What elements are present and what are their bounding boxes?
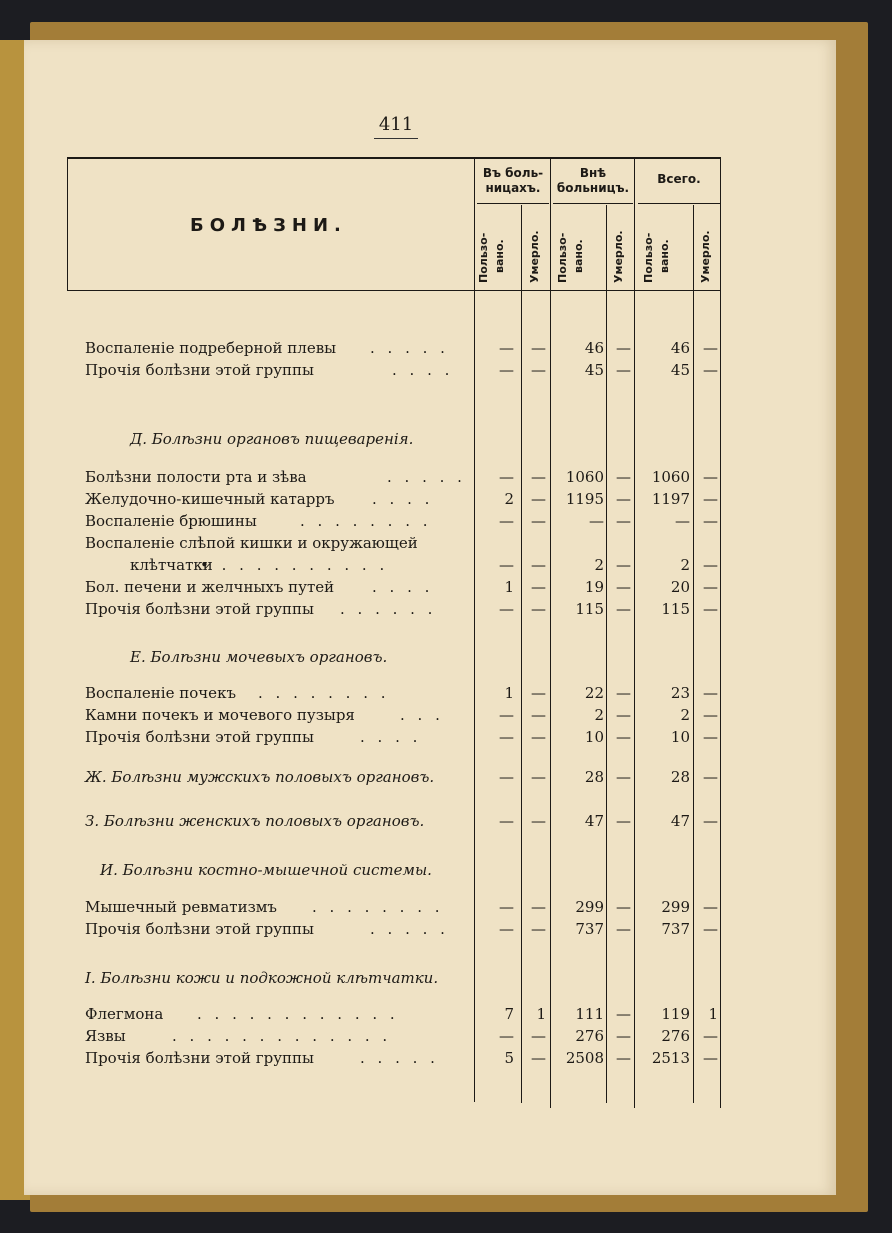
cell-h-died: —: [531, 361, 546, 379]
row-label: Мышечный ревматизмъ: [85, 898, 277, 916]
col-line-5: [634, 158, 635, 1108]
subheader-hosp-died: [529, 230, 541, 283]
table-row: [0, 466, 892, 488]
cell-t-used: 1197: [651, 490, 690, 508]
cell-h-died: 1: [536, 1005, 546, 1023]
leader-dots: . . . . . . . .: [312, 898, 444, 916]
cell-t-used: 1060: [651, 468, 690, 486]
row-label: Флегмона: [85, 1005, 164, 1023]
table-row: [0, 1047, 892, 1069]
cell-o-died: —: [616, 768, 631, 786]
row-label: Прочія болѣзни этой группы: [85, 1049, 314, 1067]
cell-h-died: —: [531, 898, 546, 916]
table-row: [0, 532, 892, 554]
cell-h-used: —: [499, 468, 514, 486]
col-line-1: [474, 158, 475, 1102]
col-line-3: [550, 158, 551, 1108]
cell-o-used: 111: [575, 1005, 604, 1023]
cell-h-died: —: [531, 600, 546, 618]
cell-o-used: 22: [584, 684, 604, 702]
cell-h-used: —: [499, 898, 514, 916]
cell-t-died: —: [703, 920, 718, 938]
subheader-out-died: [613, 230, 625, 283]
cell-o-died: —: [616, 920, 631, 938]
cell-t-died: 1: [708, 1005, 718, 1023]
leader-dots: . . . . . . . .: [300, 512, 432, 530]
group-header-line-1: Внѣ: [579, 166, 607, 180]
cell-h-used: —: [499, 812, 514, 830]
table-row: [0, 704, 892, 726]
cell-t-used: 47: [670, 812, 690, 830]
cell-h-died: —: [531, 812, 546, 830]
cell-t-died: —: [703, 578, 718, 596]
cell-o-used: 276: [575, 1027, 604, 1045]
cell-t-used: —: [675, 512, 690, 530]
leader-dots: . . . . . .: [340, 600, 437, 618]
cell-h-died: —: [531, 339, 546, 357]
subheader-text: Пользо-: [556, 232, 569, 283]
subheader-text: Пользо-: [642, 232, 655, 283]
cell-h-died: —: [531, 728, 546, 746]
leader-dots: . . . . .: [370, 339, 449, 357]
leader-dots: . . . . .: [387, 468, 466, 486]
row-label: Прочія болѣзни этой группы: [85, 600, 314, 618]
page-number-rule: [374, 138, 418, 139]
group-header-line-2: ницахъ.: [485, 181, 541, 195]
subheader-text: Умерло.: [612, 230, 625, 283]
group-underline-hosp: [477, 203, 549, 204]
subheader-text: вано.: [493, 239, 506, 273]
cell-h-used: 1: [504, 578, 514, 596]
row-label: Бол. печени и желчныхъ путей: [85, 578, 335, 596]
cell-t-died: —: [703, 512, 718, 530]
table-row: [0, 682, 892, 704]
cell-h-used: —: [499, 512, 514, 530]
cell-t-used: 28: [670, 768, 690, 786]
section-heading-d: Д. Болѣзни органовъ пищеваренія.: [130, 430, 414, 448]
cell-t-used: 737: [661, 920, 690, 938]
subheader-text: вано.: [572, 239, 585, 273]
table-row: [0, 510, 892, 532]
cell-o-died: —: [616, 512, 631, 530]
subheader-total-used: [643, 233, 655, 283]
group-header-line-2: больницъ.: [556, 181, 630, 195]
subheader-hosp-used-2: [494, 239, 506, 273]
cell-t-used: 2: [680, 706, 690, 724]
table-row: [0, 359, 892, 381]
group-underline-total: [638, 203, 721, 204]
cell-h-died: —: [531, 684, 546, 702]
row-label: Воспаленіе слѣпой кишки и окружающей: [85, 534, 418, 552]
cell-t-died: —: [703, 728, 718, 746]
cell-o-died: —: [616, 898, 631, 916]
section-heading-e: Е. Болѣзни мочевыхъ органовъ.: [130, 648, 388, 666]
leader-dots: • . . . . . . . . . .: [200, 556, 389, 574]
cell-t-died: —: [703, 1027, 718, 1045]
row-label: Воспаленіе почекъ: [85, 684, 236, 702]
cell-o-used: 2: [594, 556, 604, 574]
table-row: [0, 726, 892, 748]
cell-t-used: 20: [670, 578, 690, 596]
cell-h-died: —: [531, 1027, 546, 1045]
cell-o-used: 1060: [565, 468, 604, 486]
cell-o-used: 46: [584, 339, 604, 357]
cell-o-died: —: [616, 361, 631, 379]
cell-o-died: —: [616, 339, 631, 357]
cell-o-died: —: [616, 600, 631, 618]
cell-t-died: —: [703, 339, 718, 357]
cell-h-died: —: [531, 512, 546, 530]
cell-o-used: 2: [594, 706, 604, 724]
subheader-out-used: [557, 233, 569, 283]
cell-t-died: —: [703, 468, 718, 486]
cell-h-used: —: [499, 600, 514, 618]
table-row: [0, 1003, 892, 1025]
cell-t-died: —: [703, 706, 718, 724]
cell-h-used: 7: [504, 1005, 514, 1023]
subheader-hosp-used: [478, 233, 490, 283]
cell-t-used: 2: [680, 556, 690, 574]
cell-o-died: —: [616, 812, 631, 830]
cell-h-used: —: [499, 920, 514, 938]
leader-dots: . . .: [400, 706, 444, 724]
cell-h-used: —: [499, 706, 514, 724]
cell-o-used: —: [589, 512, 604, 530]
cell-h-died: —: [531, 468, 546, 486]
group-header-line-1: Въ боль-: [482, 166, 544, 180]
row-label: Желудочно-кишечный катарръ: [85, 490, 335, 508]
table-row: [0, 918, 892, 940]
section-heading-z: З. Болѣзни женскихъ половыхъ органовъ.: [85, 812, 425, 830]
leader-dots: . . . .: [360, 728, 422, 746]
cell-o-used: 299: [575, 898, 604, 916]
table-row: [0, 1025, 892, 1047]
table-row: [0, 576, 892, 598]
row-label: Прочія болѣзни этой группы: [85, 920, 314, 938]
cell-o-died: —: [616, 490, 631, 508]
cell-t-died: —: [703, 898, 718, 916]
subheader-out-used-2: [573, 239, 585, 273]
cell-t-died: —: [703, 812, 718, 830]
cell-o-died: —: [616, 468, 631, 486]
row-label: Прочія болѣзни этой группы: [85, 728, 314, 746]
cell-t-used: 10: [670, 728, 690, 746]
cell-t-used: 115: [661, 600, 690, 618]
cell-o-died: —: [616, 706, 631, 724]
cell-o-died: —: [616, 684, 631, 702]
col-line-left: [67, 158, 68, 291]
group-header-total: [636, 172, 722, 187]
table-header-rule: [67, 290, 721, 291]
cell-t-died: —: [703, 361, 718, 379]
table-row: [0, 554, 892, 576]
group-header-hospitals: [476, 166, 550, 196]
leader-dots: . . . .: [372, 490, 434, 508]
row-label: Болѣзни полости рта и зѣва: [85, 468, 307, 486]
cell-h-used: —: [499, 1027, 514, 1045]
table-title: БОЛѢЗНИ.: [190, 215, 347, 236]
cell-t-used: 45: [670, 361, 690, 379]
subheader-total-used-2: [659, 239, 671, 273]
cell-o-died: —: [616, 578, 631, 596]
leader-dots: . . . . .: [360, 1049, 439, 1067]
group-header-outside: [552, 166, 634, 196]
table-row: [0, 896, 892, 918]
cell-t-used: 276: [661, 1027, 690, 1045]
cell-o-used: 28: [584, 768, 604, 786]
cell-h-used: —: [499, 556, 514, 574]
subheader-text: Умерло.: [528, 230, 541, 283]
section-heading-i: И. Болѣзни костно-мышечной системы.: [100, 861, 432, 879]
cell-h-died: —: [531, 706, 546, 724]
cell-t-used: 299: [661, 898, 690, 916]
subheader-text: Пользо-: [477, 232, 490, 283]
col-line-right: [720, 158, 721, 1108]
cell-h-used: —: [499, 339, 514, 357]
cell-o-used: 10: [584, 728, 604, 746]
cell-t-died: —: [703, 1049, 718, 1067]
cell-h-died: —: [531, 768, 546, 786]
cell-o-used: 1195: [565, 490, 604, 508]
subheader-text: вано.: [658, 239, 671, 273]
row-label: Язвы: [85, 1027, 126, 1045]
cell-h-used: 1: [504, 684, 514, 702]
row-label: клѣтчатки: [130, 556, 213, 574]
subheader-text: Умерло.: [699, 230, 712, 283]
section-heading-i-dec: І. Болѣзни кожи и подкожной клѣтчатки.: [85, 969, 439, 987]
page-number: 411: [378, 114, 414, 135]
cell-h-died: —: [531, 1049, 546, 1067]
cell-o-used: 737: [575, 920, 604, 938]
leader-dots: . . . . . . . . . . . . .: [172, 1027, 392, 1045]
cell-t-used: 46: [670, 339, 690, 357]
table-row: [0, 337, 892, 359]
cell-h-used: —: [499, 361, 514, 379]
cell-o-used: 47: [584, 812, 604, 830]
row-label: Воспаленіе брюшины: [85, 512, 257, 530]
cell-h-used: 2: [504, 490, 514, 508]
cell-t-died: —: [703, 768, 718, 786]
cell-t-died: —: [703, 684, 718, 702]
cell-t-used: 2513: [651, 1049, 690, 1067]
cell-o-died: —: [616, 556, 631, 574]
section-heading-zh: Ж. Болѣзни мужскихъ половыхъ органовъ.: [85, 768, 435, 786]
leader-dots: . . . . . . . .: [258, 684, 390, 702]
cell-h-died: —: [531, 490, 546, 508]
table-row: [0, 598, 892, 620]
leader-dots: . . . . . . . . . . . .: [197, 1005, 399, 1023]
cell-h-died: —: [531, 920, 546, 938]
cell-o-used: 2508: [565, 1049, 604, 1067]
cell-h-used: —: [499, 768, 514, 786]
group-header-line-1: Всего.: [657, 172, 701, 186]
group-underline-out: [553, 203, 633, 204]
cell-h-used: —: [499, 728, 514, 746]
cell-o-died: —: [616, 1005, 631, 1023]
subheader-total-died: [700, 230, 712, 283]
cell-o-used: 115: [575, 600, 604, 618]
cell-o-died: —: [616, 1049, 631, 1067]
cell-o-died: —: [616, 728, 631, 746]
row-label: Прочія болѣзни этой группы: [85, 361, 314, 379]
cell-h-died: —: [531, 556, 546, 574]
cell-t-died: —: [703, 490, 718, 508]
leader-dots: . . . . .: [370, 920, 449, 938]
cell-h-died: —: [531, 578, 546, 596]
table-top-rule: [67, 157, 721, 159]
row-label: Воспаленіе подреберной плевы: [85, 339, 337, 357]
cell-o-died: —: [616, 1027, 631, 1045]
row-label: Камни почекъ и мочевого пузыря: [85, 706, 355, 724]
leader-dots: . . . .: [392, 361, 454, 379]
cell-h-used: 5: [504, 1049, 514, 1067]
cell-t-used: 119: [661, 1005, 690, 1023]
table-row: [0, 766, 892, 788]
cell-t-used: 23: [670, 684, 690, 702]
cell-t-died: —: [703, 600, 718, 618]
table-row: [0, 488, 892, 510]
table-row: [0, 810, 892, 832]
cell-o-used: 45: [584, 361, 604, 379]
leader-dots: . . . .: [372, 578, 434, 596]
cell-t-died: —: [703, 556, 718, 574]
cell-o-used: 19: [584, 578, 604, 596]
